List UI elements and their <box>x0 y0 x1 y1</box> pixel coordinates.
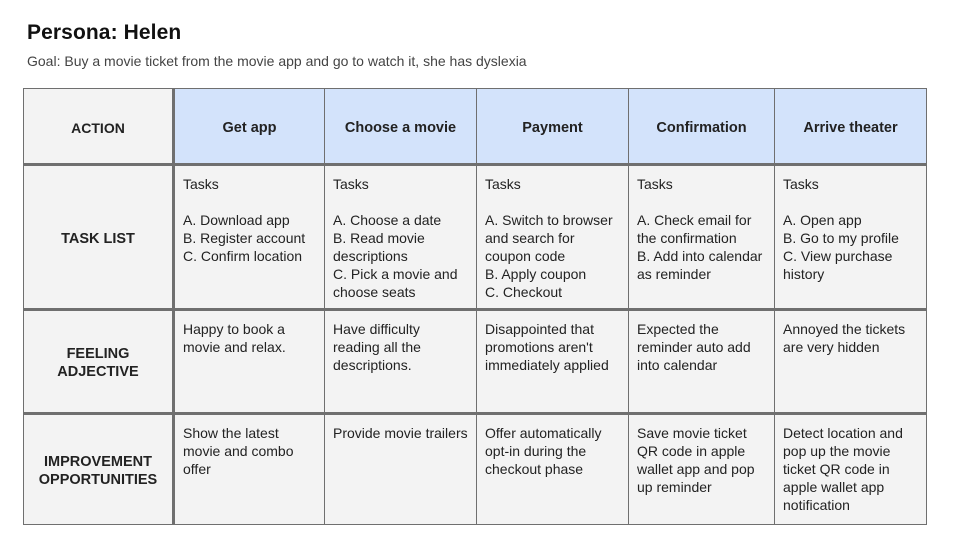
feeling-cell-arrive-theater: Annoyed the tickets are very hidden <box>775 310 927 414</box>
task-item: B. Apply coupon <box>485 266 587 282</box>
task-cell-confirmation <box>629 165 775 310</box>
stage-arrive-theater: Arrive theater <box>775 89 927 165</box>
feeling-cell-confirmation: Expected the reminder auto add into calendar <box>629 310 775 414</box>
task-cell-payment <box>477 165 629 310</box>
task-item: B. Register account <box>183 230 306 246</box>
task-list-row <box>24 165 927 310</box>
persona-title: Persona: Helen <box>27 21 182 44</box>
stage-payment: Payment <box>477 89 629 165</box>
feeling-row <box>24 310 927 414</box>
feeling-adjective-label <box>24 310 174 414</box>
task-list-label: TASK LIST <box>24 165 174 310</box>
task-item: A. Download app <box>183 212 290 228</box>
improvement-cell-choose-movie: Provide movie trailers <box>325 414 477 525</box>
feeling-cell-payment: Disappointed that promotions aren't immediately applied <box>477 310 629 414</box>
task-item: C. Checkout <box>485 284 563 300</box>
task-item: C. Confirm location <box>183 248 303 264</box>
improvement-cell-confirmation: Save movie ticket QR code in apple wallet app and pop up reminder <box>629 414 775 525</box>
feeling-cell-choose-movie: Have difficulty reading all the descriptions. <box>325 310 477 414</box>
improvement-cell-get-app: Show the latest movie and combo offer <box>174 414 325 525</box>
task-item: C. Pick a movie and choose seats <box>333 266 458 300</box>
task-item: B. Add into calendar as reminder <box>637 248 763 282</box>
tasks-heading: Tasks <box>183 176 219 192</box>
journey-map-table <box>23 88 927 525</box>
tasks-heading: Tasks <box>783 176 819 192</box>
task-item: A. Choose a date <box>333 212 442 228</box>
tasks-heading: Tasks <box>485 176 521 192</box>
task-item: B. Go to my profile <box>783 230 899 246</box>
label-line: OPPORTUNITIES <box>38 472 158 488</box>
stage-confirmation: Confirmation <box>629 89 775 165</box>
persona-goal: Goal: Buy a movie ticket from the movie app and go to watch it, she has dyslexia <box>27 53 527 69</box>
task-item: A. Switch to browser and search for coupon code <box>485 212 613 264</box>
label-line: ADJECTIVE <box>57 364 139 380</box>
task-cell-arrive-theater <box>775 165 927 310</box>
improvement-cell-arrive-theater: Detect location and pop up the movie ticket QR code in apple wallet app notification <box>775 414 927 525</box>
label-line: FEELING <box>66 346 130 362</box>
stage-get-app: Get app <box>174 89 325 165</box>
task-item: A. Open app <box>783 212 862 228</box>
tasks-heading: Tasks <box>333 176 369 192</box>
improvement-cell-payment: Offer automatically opt-in during the checkout phase <box>477 414 629 525</box>
task-cell-choose-movie <box>325 165 477 310</box>
improvement-row <box>24 414 927 525</box>
tasks-heading: Tasks <box>637 176 673 192</box>
task-item: C. View purchase history <box>783 248 893 282</box>
stage-header-row <box>24 89 927 165</box>
task-item: B. Read movie descriptions <box>333 230 425 264</box>
action-corner-cell: ACTION <box>24 89 174 165</box>
stage-choose-movie: Choose a movie <box>325 89 477 165</box>
task-item: A. Check email for the confirmation <box>637 212 752 246</box>
improvement-opportunities-label <box>24 414 174 525</box>
task-cell-get-app <box>174 165 325 310</box>
feeling-cell-get-app: Happy to book a movie and relax. <box>174 310 325 414</box>
label-line: IMPROVEMENT <box>44 454 152 470</box>
